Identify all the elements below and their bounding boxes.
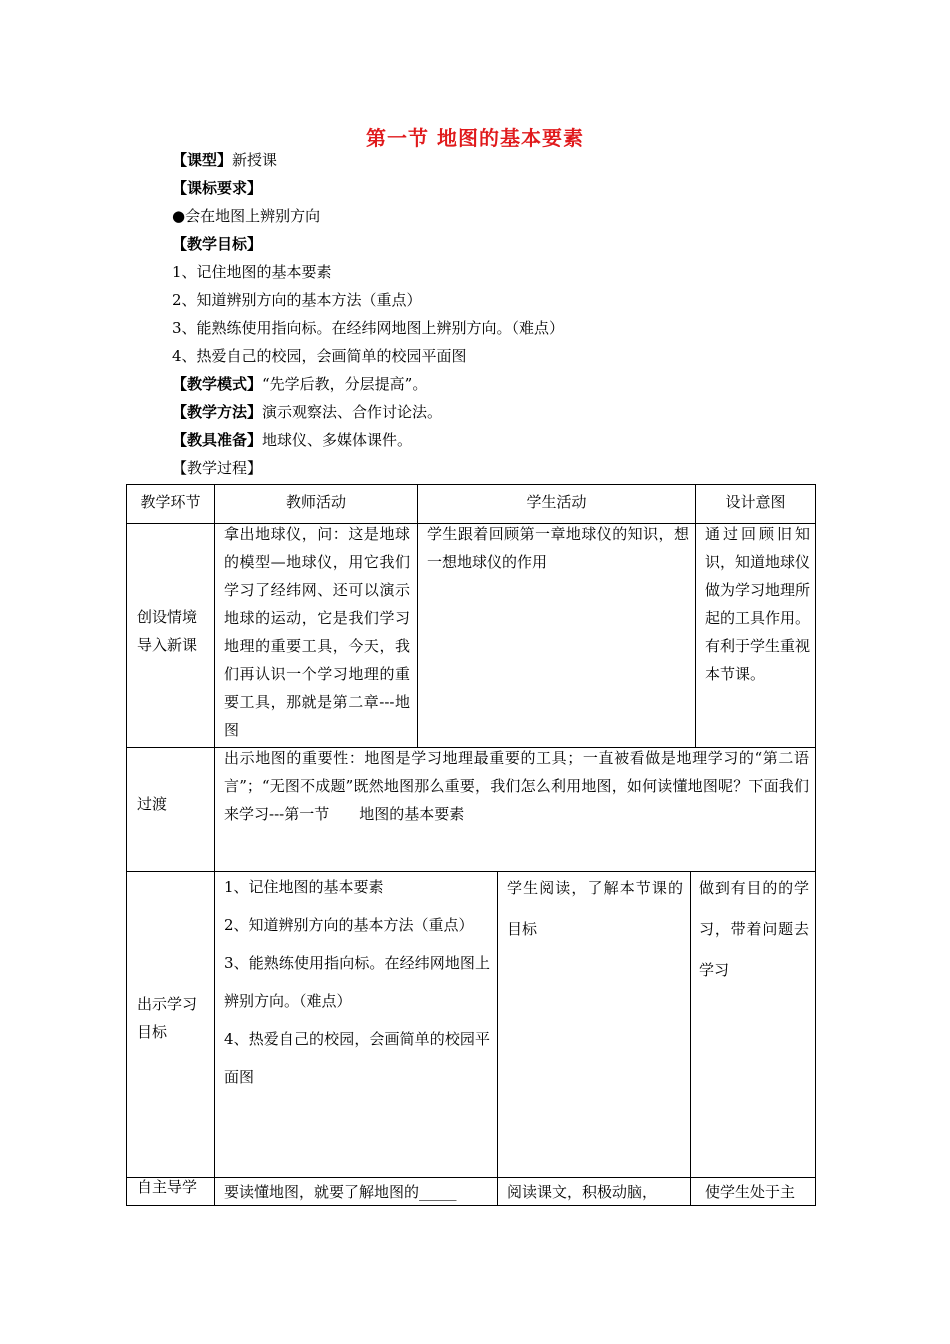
header-intent: 设计意图 xyxy=(725,493,786,511)
objective-item: 4、热爱自己的校园，会画简单的校园平面图 xyxy=(172,347,467,365)
row3-student: 学生阅读，了解本节课的目标 xyxy=(507,879,683,938)
tools-value: 地球仪、多媒体课件。 xyxy=(262,431,413,449)
method-label: 【教学方法】 xyxy=(172,403,263,421)
row1-student: 学生跟着回顾第一章地球仪的知识，想一想地球仪的作用 xyxy=(427,525,689,571)
row3-teacher-item: 4、热爱自己的校园，会画简单的校园平面图 xyxy=(224,1030,490,1086)
objective-item: 2、知道辨别方向的基本方法（重点） xyxy=(172,291,422,309)
row4-stage: 自主导学 xyxy=(137,1178,198,1196)
row3-teacher-item: 1、记住地图的基本要素 xyxy=(224,878,384,896)
row3-teacher-item: 3、能熟练使用指向标。在经纬网地图上辨别方向。（难点） xyxy=(224,954,490,1010)
objectives-line xyxy=(172,234,262,254)
row1-teacher: 拿出地球仪，问：这是地球的模型—地球仪，用它我们学习了经纬网、还可以演示地球的运动，它是我们学习地理的重要工具，今天，我们再认识一个学习地理的重要工具，那就是第二章---地图 xyxy=(224,525,410,739)
objective-item: 1、记住地图的基本要素 xyxy=(172,263,332,281)
objective-item: 3、能熟练使用指向标。在经纬网地图上辨别方向。（难点） xyxy=(172,319,565,337)
row4-student: 阅读课文，积极动脑， xyxy=(507,1183,658,1201)
method-value: 演示观察法、合作讨论法。 xyxy=(262,403,443,421)
row4-teacher: 要读懂地图，就要了解地图的_____ xyxy=(224,1183,457,1201)
lesson-type-value: 新授课 xyxy=(232,151,278,169)
header-stage: 教学环节 xyxy=(140,493,201,511)
standard-req-label: 【课标要求】 xyxy=(172,179,263,197)
tools-label: 【教具准备】 xyxy=(172,431,263,449)
row1-intent: 通过回顾旧知识，知道地球仪做为学习地理所起的工具作用。有利于学生重视本节课。 xyxy=(705,525,811,683)
process-line xyxy=(172,458,262,478)
mode-label: 【教学模式】 xyxy=(172,375,263,393)
method-line xyxy=(172,402,442,422)
header-student: 学生活动 xyxy=(526,493,587,511)
lesson-type-label: 【课型】 xyxy=(172,151,233,169)
standard-item: ●会在地图上辨别方向 xyxy=(172,207,321,225)
mode-line xyxy=(172,374,427,394)
header-teacher: 教师活动 xyxy=(285,493,346,511)
standard-req-line xyxy=(172,178,262,198)
row3-intent: 做到有目的的学习，带着问题去学习 xyxy=(699,879,809,979)
row2-stage: 过渡 xyxy=(137,795,168,813)
page-title: 第一节 地图的基本要素 xyxy=(366,126,584,150)
row3-stage: 出示学习目标 xyxy=(137,995,198,1041)
row3-teacher xyxy=(224,868,490,1096)
mode-value: “先学后教，分层提高”。 xyxy=(262,375,428,393)
process-label: 【教学过程】 xyxy=(172,459,263,477)
lesson-type-line xyxy=(172,150,277,170)
tools-line xyxy=(172,430,412,450)
lesson-table xyxy=(126,484,816,1206)
row1-stage: 创设情境导入新课 xyxy=(137,608,198,654)
row4-intent: 使学生处于主 xyxy=(705,1183,796,1201)
objectives-label: 【教学目标】 xyxy=(172,235,263,253)
row2-content: 出示地图的重要性：地图是学习地理最重要的工具；一直被看做是地理学习的“第二语言”；“无图不成题”既然地图那么重要，我们怎么利用地图，如何读懂地图呢？下面我们来学习---第一节 地图的基本要素 xyxy=(224,749,809,823)
row3-teacher-item: 2、知道辨别方向的基本方法（重点） xyxy=(224,916,474,934)
